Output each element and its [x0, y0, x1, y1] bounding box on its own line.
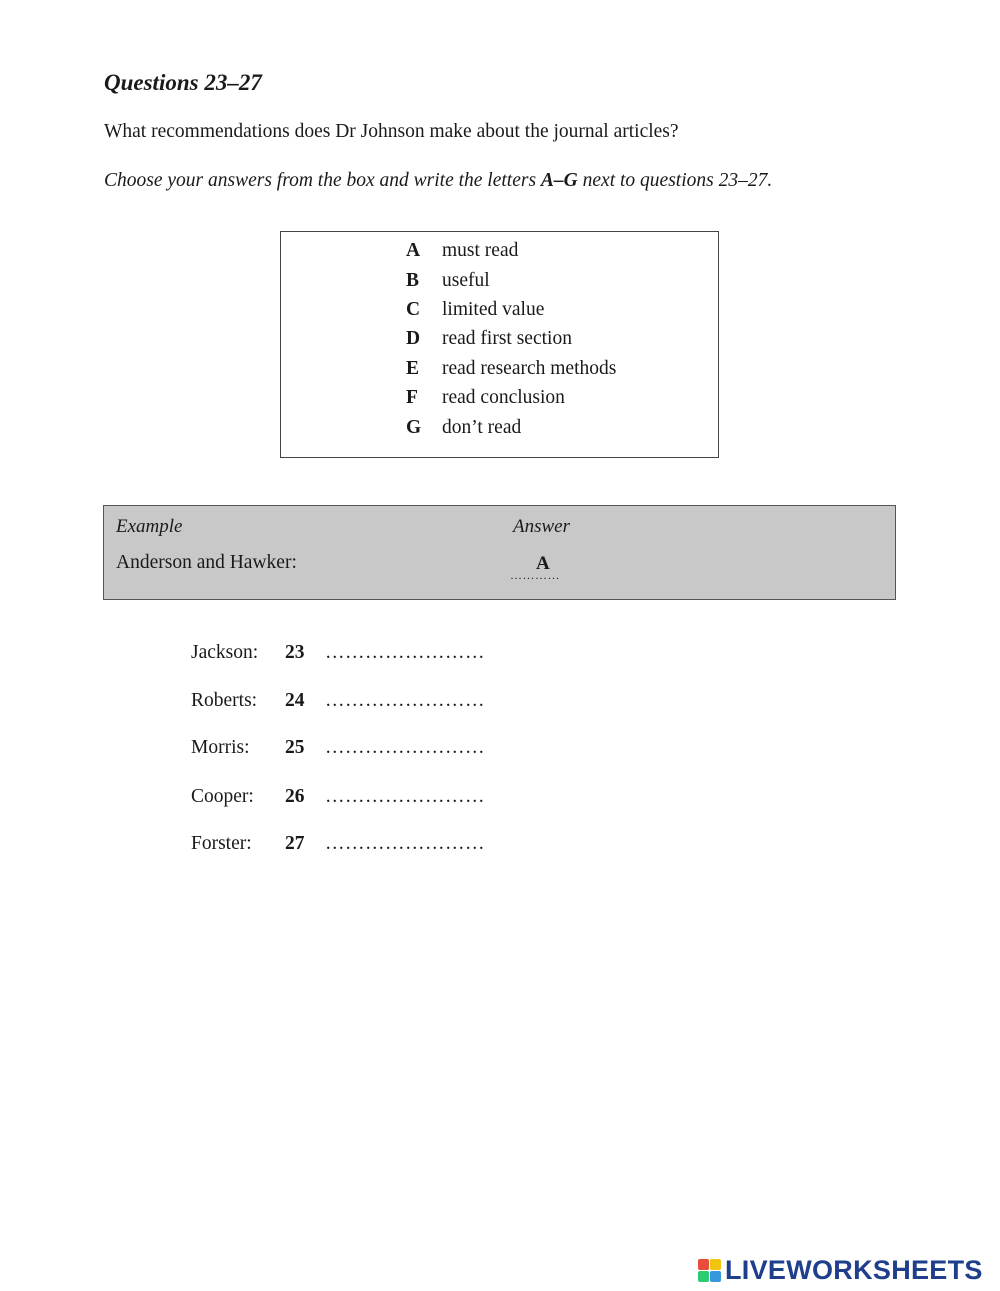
- option-text: must read: [442, 240, 519, 261]
- option-text: read first section: [442, 328, 572, 349]
- answer-blank-24[interactable]: ……………………: [325, 690, 485, 711]
- answer-instruction-before: Choose your answers from the box and write the letters: [104, 170, 541, 191]
- question-name: Forster:: [191, 833, 252, 854]
- question-number: 24: [285, 690, 305, 711]
- option-letter: F: [406, 387, 418, 408]
- question-row-26: [191, 786, 485, 808]
- example-answer-line: …………: [510, 568, 560, 582]
- logo-square: [710, 1271, 721, 1282]
- logo-square: [710, 1259, 721, 1270]
- answer-blank-25[interactable]: ……………………: [325, 737, 485, 758]
- question-name: Roberts:: [191, 690, 258, 711]
- option-item: [406, 358, 616, 380]
- question-number: 23: [285, 642, 305, 663]
- answer-instruction: [104, 170, 772, 192]
- option-item: [406, 387, 565, 409]
- question-name: Morris:: [191, 737, 250, 758]
- option-text: limited value: [442, 299, 545, 320]
- question-number: 26: [285, 786, 305, 807]
- options-box: [280, 231, 719, 458]
- option-text: don’t read: [442, 417, 522, 438]
- section-heading: Questions 23–27: [104, 70, 262, 95]
- logo-square: [698, 1259, 709, 1270]
- option-item: [406, 328, 572, 350]
- option-letter: C: [406, 299, 421, 320]
- question-row-25: [191, 737, 485, 759]
- option-letter: G: [406, 417, 422, 438]
- option-letter: D: [406, 328, 421, 349]
- example-answer-label: Answer: [513, 516, 570, 537]
- logo-mark-icon: [698, 1259, 721, 1282]
- option-text: read research methods: [442, 358, 617, 379]
- option-item: [406, 417, 521, 439]
- question-name: Jackson:: [191, 642, 259, 663]
- answer-instruction-after: next to questions 23–27.: [577, 170, 773, 191]
- example-item: Anderson and Hawker:: [116, 552, 297, 573]
- option-letter: A: [406, 240, 421, 261]
- option-item: [406, 240, 518, 262]
- question-instruction: What recommendations does Dr Johnson make about the journal articles?: [104, 121, 679, 142]
- option-text: read conclusion: [442, 387, 565, 408]
- question-row-24: [191, 690, 485, 712]
- answer-blank-23[interactable]: ……………………: [325, 642, 485, 663]
- option-letter: E: [406, 358, 420, 379]
- answer-blank-26[interactable]: ……………………: [325, 786, 485, 807]
- answer-blank-27[interactable]: ……………………: [325, 833, 485, 854]
- question-number: 25: [285, 737, 305, 758]
- question-name: Cooper:: [191, 786, 254, 807]
- option-item: [406, 299, 544, 321]
- option-text: useful: [442, 270, 490, 291]
- question-number: 27: [285, 833, 305, 854]
- option-letter: B: [406, 270, 420, 291]
- example-answer: A: [536, 553, 550, 574]
- logo-text: LIVEWORKSHEETS: [725, 1254, 983, 1285]
- answer-instruction-range: A–G: [540, 170, 578, 191]
- option-item: [406, 270, 490, 292]
- logo-square: [698, 1271, 709, 1282]
- example-box: [103, 505, 896, 600]
- question-row-23: [191, 642, 485, 664]
- question-row-27: [191, 833, 485, 855]
- liveworksheets-logo[interactable]: [698, 1255, 983, 1285]
- example-label: Example: [116, 516, 183, 537]
